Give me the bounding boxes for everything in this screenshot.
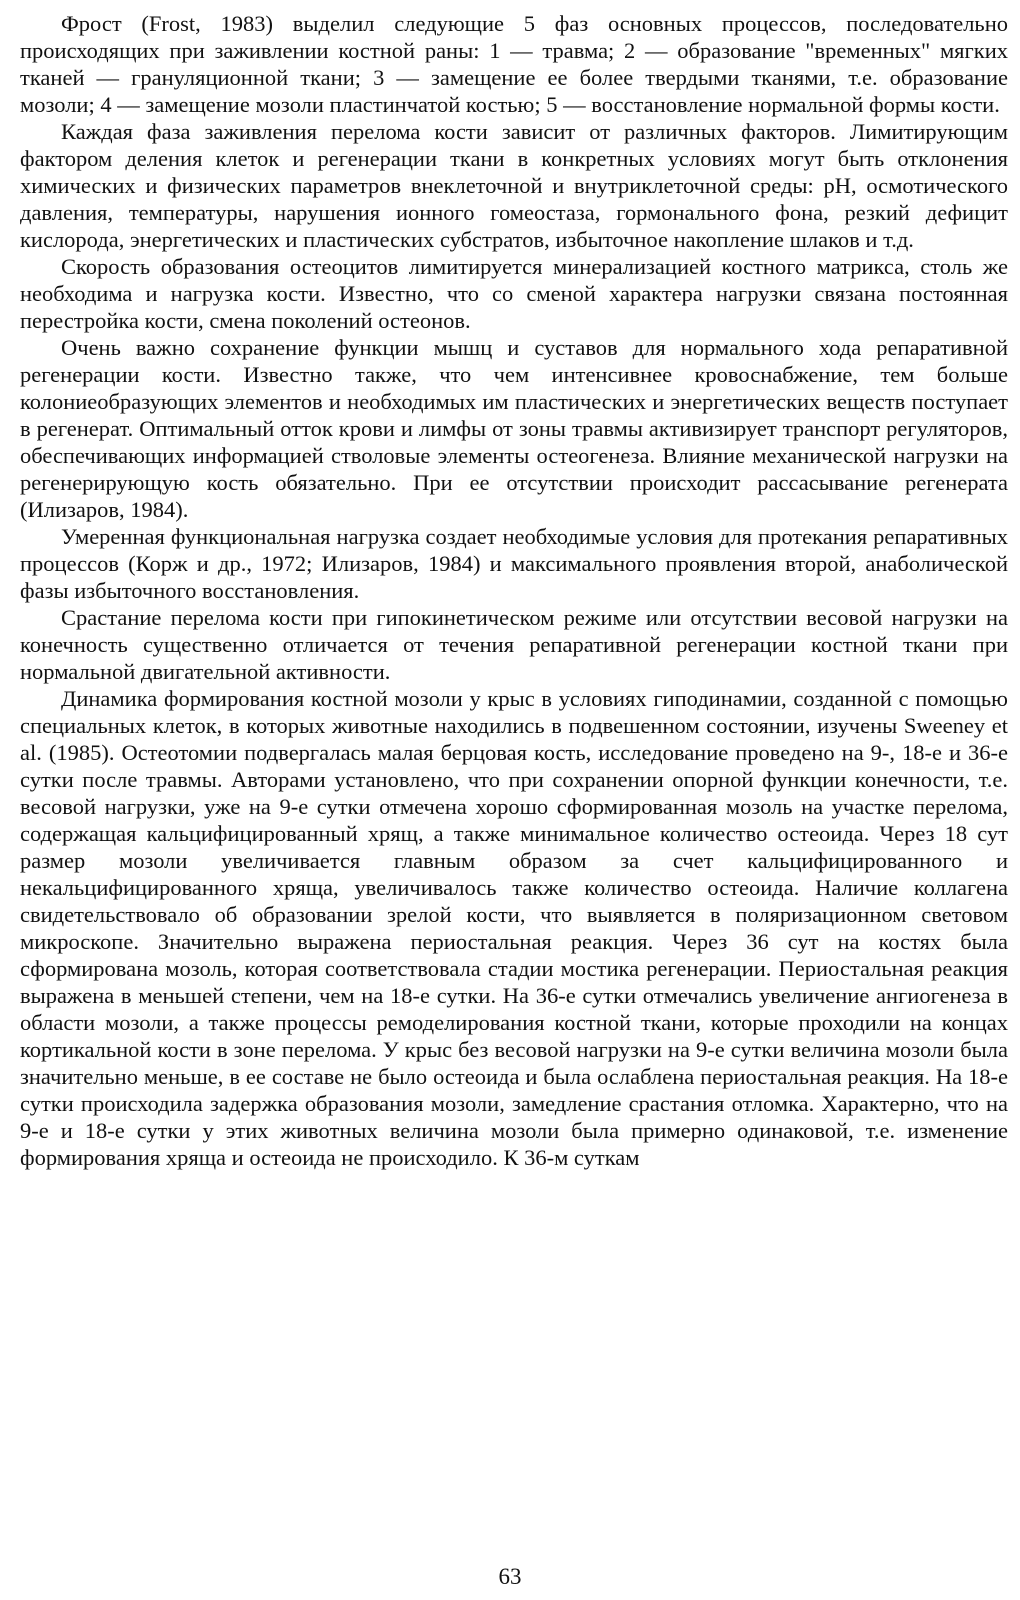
paragraph-frost-phases: Фрост (Frost, 1983) выделил следующие 5 фаз основных процессов, последовательно происходящих при заживлении костной раны: 1 — травма; 2 — образование "временных" мягких тканей — грануляционной ткани; 3 — замещение ее более твердыми тканями, т.е. образование мозоли; 4 — замещение мозоли пластинчатой костью; 5 — восстановление нормальной формы кости. xyxy=(20,11,1008,117)
paragraph-callus-dynamics: Динамика формирования костной мозоли у крыс в условиях гиподинамии, созданной с помощью специальных клеток, в которых животные находились в подвешенном состоянии, изучены Sweeney et al. (1985). Остеотомии подвергалась малая берцовая кость, исследование проведено на 9-, 18-е и 36-е сутки после травмы. Авторами установлено, что при сохранении опорной функции конечности, т.е. весовой нагрузки, уже на 9-е сутки отмечена хорошо сформированная мозоль на участке перелома, содержащая кальцифицированный хрящ, а также минимальное количество остеоида. Через 18 сут размер мозоли увеличивается главным образом за счет кальцифицированного и некальцифицированного хряща, увеличивалось также количество остеоида. Наличие коллагена свидетельствовало об образовании зрелой кости, что выявляется в поляризационном световом микроскопе. Значительно выражена периостальная реакция. Через 36 сут на костях была сформирована мозоль, которая соответствовала стадии мостика регенерации. Периостальная реакция выражена в меньшей степени, чем на 18-е сутки. На 36-е сутки отмечались увеличение ангиогенеза в области мозоли, а также процессы ремоделирования костной ткани, которые проходили на концах кортикальной кости в зоне перелома. У крыс без весовой нагрузки на 9-е сутки величина мозоли была значительно меньше, в ее составе не было остеоида и была ослаблена периостальная реакция. На 18-е сутки происходила задержка образования мозоли, замедление срастания отломка. Характерно, что на 9-е и 18-е сутки у этих животных величина мозоли была примерно одинаковой, т.е. изменение формирования хряща и остеоида не происходило. К 36-м суткам xyxy=(20,686,1008,1170)
paragraph-muscle-joint-function: Очень важно сохранение функции мышц и суставов для нормального хода репаративной регенерации кости. Известно также, что чем интенсивнее кровоснабжение, тем больше колониеобразующих элементов и необходимых им пластических и энергетических веществ поступает в регенерат. Оптимальный отток крови и лимфы от зоны травмы активизирует транспорт регуляторов, обеспечивающих информацией стволовые элементы остеогенеза. Влияние механической нагрузки на регенерирующую кость обязательно. При ее отсутствии происходит рассасывание регенерата (Илизаров, 1984). xyxy=(20,335,1008,522)
body-text xyxy=(20,10,1008,1171)
page-number: 63 xyxy=(498,1564,522,1589)
paragraph-osteocyte-formation: Скорость образования остеоцитов лимитируется минерализацией костного матрикса, столь же необходима и нагрузка кости. Известно, что со сменой характера нагрузки связана постоянная перестройка кости, смена поколений остеонов. xyxy=(20,254,1008,333)
paragraph-functional-load: Умеренная функциональная нагрузка создает необходимые условия для протекания репаративных процессов (Корж и др., 1972; Илизаров, 1984) и максимального проявления второй, анаболической фазы избыточного восстановления. xyxy=(20,524,1008,603)
paragraph-healing-factors: Каждая фаза заживления перелома кости зависит от различных факторов. Лимитирующим фактором деления клеток и регенерации ткани в конкретных условиях могут быть отклонения химических и физических параметров внеклеточной и внутриклеточной среды: pH, осмотического давления, температуры, нарушения ионного гомеостаза, гормонального фона, резкий дефицит кислорода, энергетических и пластических субстратов, избыточное накопление шлаков и т.д. xyxy=(20,119,1008,252)
paragraph-hypokinetic-healing: Срастание перелома кости при гипокинетическом режиме или отсутствии весовой нагрузки на конечность существенно отличается от течения репаративной регенерации костной ткани при нормальной двигательной активности. xyxy=(20,605,1008,684)
